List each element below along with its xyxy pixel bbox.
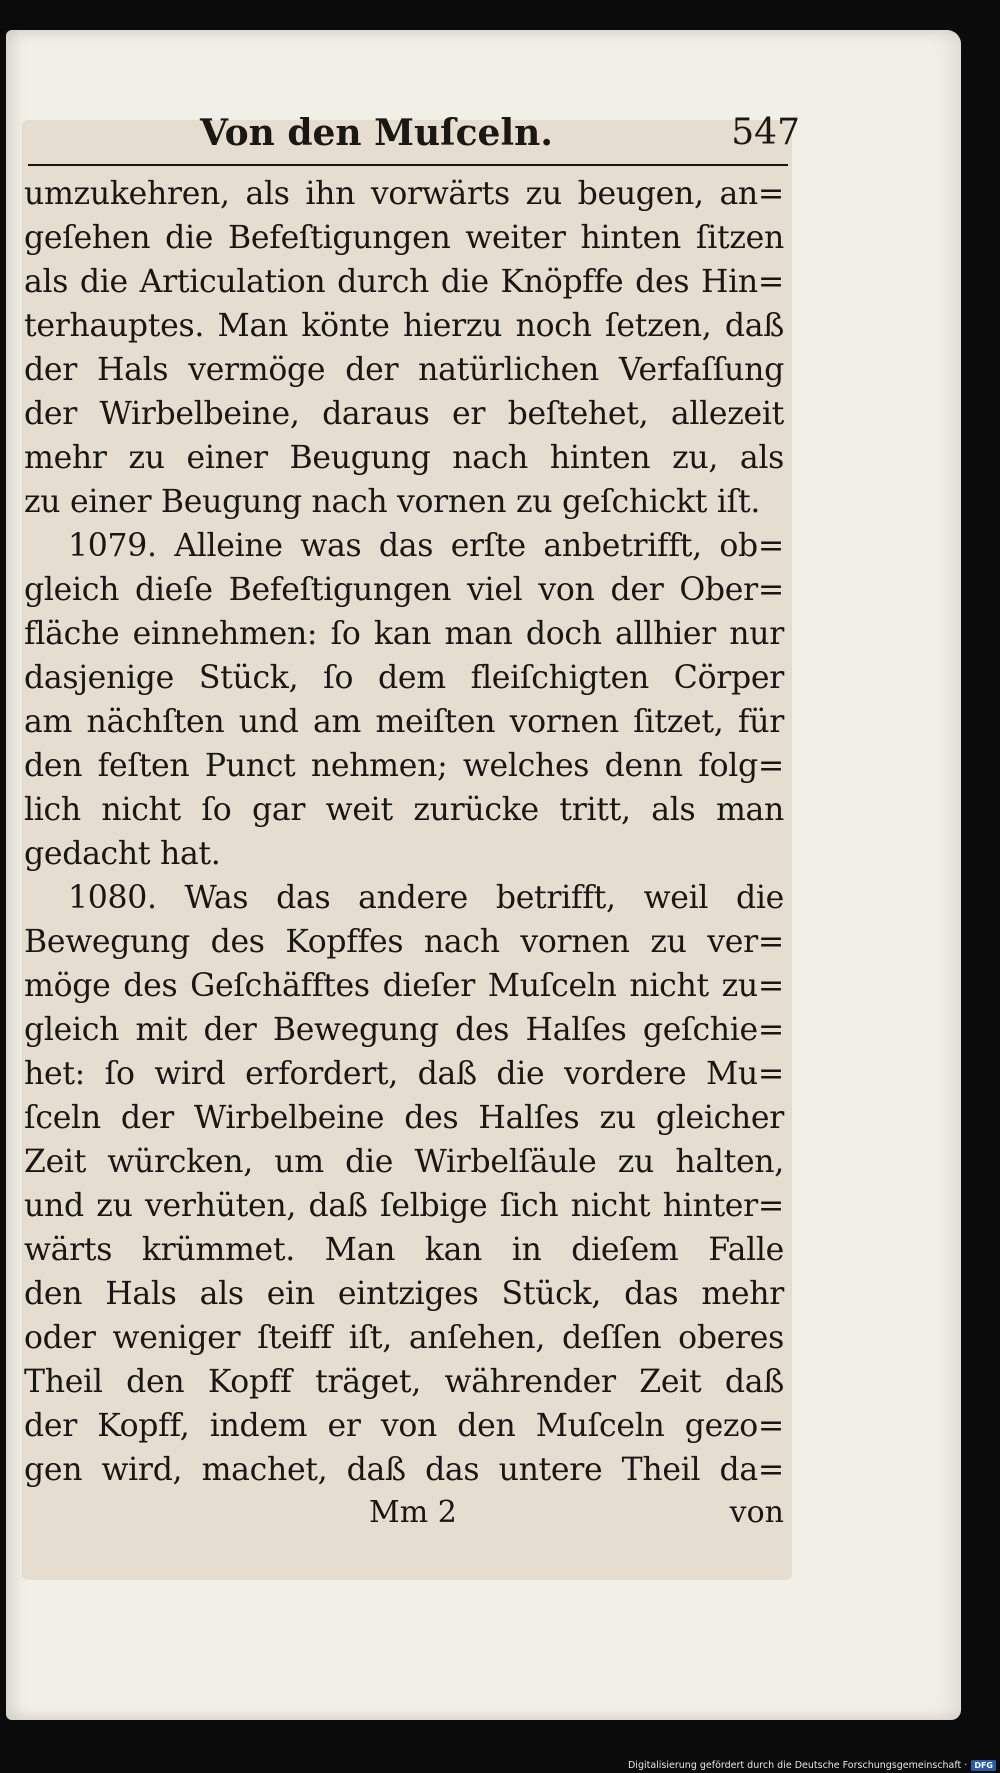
credit-text: Digitalisierung gefördert durch die Deutsche Forschungsgemeinschaft · (627, 1760, 968, 1771)
text-line: gleich mit der Bewegung des Halſes geſchie= (24, 1012, 784, 1048)
paragraph-1079-start: 1079. Alleine was das erſte anbetrifft, ob= (68, 528, 784, 564)
running-title: Von den Muſceln. (200, 112, 553, 154)
text-line: fläche einnehmen: ſo kan man doch allhier nur (24, 616, 784, 652)
text-line: het: ſo wird erfordert, daß die vordere Mu= (24, 1056, 784, 1092)
text-line: den Hals als ein eintziges Stück, das mehr (24, 1276, 784, 1312)
digitization-credit (628, 1760, 996, 1771)
paragraph-1080-start: 1080. Was das andere betrifft, weil die (68, 880, 784, 916)
text-line: dasjenige Stück, ſo dem fleiſchigten Cörper (24, 660, 784, 696)
text-line: als die Articulation durch die Knöpffe des Hin= (24, 264, 784, 300)
text-line: der Kopff, indem er von den Muſceln gezo= (24, 1408, 784, 1444)
text-line: Bewegung des Kopffes nach vornen zu ver= (24, 924, 784, 960)
text-line: der Hals vermöge der natürlichen Verfaſſung (24, 352, 784, 388)
text-line: oder weniger ſteiff iſt, anſehen, deſſen oberes (24, 1320, 784, 1356)
text-line: der Wirbelbeine, daraus er beſtehet, allezeit (24, 396, 784, 432)
text-line: umzukehren, als ihn vorwärts zu beugen, an= (24, 176, 784, 212)
body-text (24, 172, 784, 1492)
text-line: gedacht hat. (24, 836, 221, 872)
page-number: 547 (731, 112, 800, 153)
text-line: lich nicht ſo gar weit zurücke tritt, als man (24, 792, 784, 828)
page-header (200, 112, 800, 160)
text-line: am nächſten und am meiſten vornen ſitzet, für (24, 704, 784, 740)
text-line: möge des Geſchäfftes dieſer Muſceln nicht zu= (24, 968, 784, 1004)
text-line: gen wird, machet, daß das untere Theil da= (24, 1452, 784, 1488)
dfg-logo: DFG (971, 1760, 996, 1771)
catchword: von (729, 1495, 784, 1530)
signature-mark: Mm 2 (369, 1495, 457, 1530)
header-rule (28, 164, 788, 166)
text-line: gleich dieſe Befeſtigungen viel von der Ober= (24, 572, 784, 608)
text-line: den feſten Punct nehmen; welches denn folg= (24, 748, 784, 784)
text-line: mehr zu einer Beugung nach hinten zu, als (24, 440, 784, 476)
text-line: terhauptes. Man könte hierzu noch ſetzen, daß (24, 308, 784, 344)
text-line: und zu verhüten, daß ſelbige ſich nicht hinter= (24, 1188, 784, 1224)
text-line: wärts krümmet. Man kan in dieſem Falle (24, 1232, 784, 1268)
text-line: Theil den Kopff träget, währender Zeit daß (24, 1364, 784, 1400)
text-line: ſceln der Wirbelbeine des Halſes zu gleicher (24, 1100, 784, 1136)
text-line: geſehen die Befeſtigungen weiter hinten ſitzen (24, 220, 784, 256)
page-footer (24, 1495, 784, 1539)
text-line: Zeit würcken, um die Wirbelſäule zu halten, (24, 1144, 784, 1180)
text-line: zu einer Beugung nach vornen zu geſchickt iſt. (24, 484, 761, 520)
